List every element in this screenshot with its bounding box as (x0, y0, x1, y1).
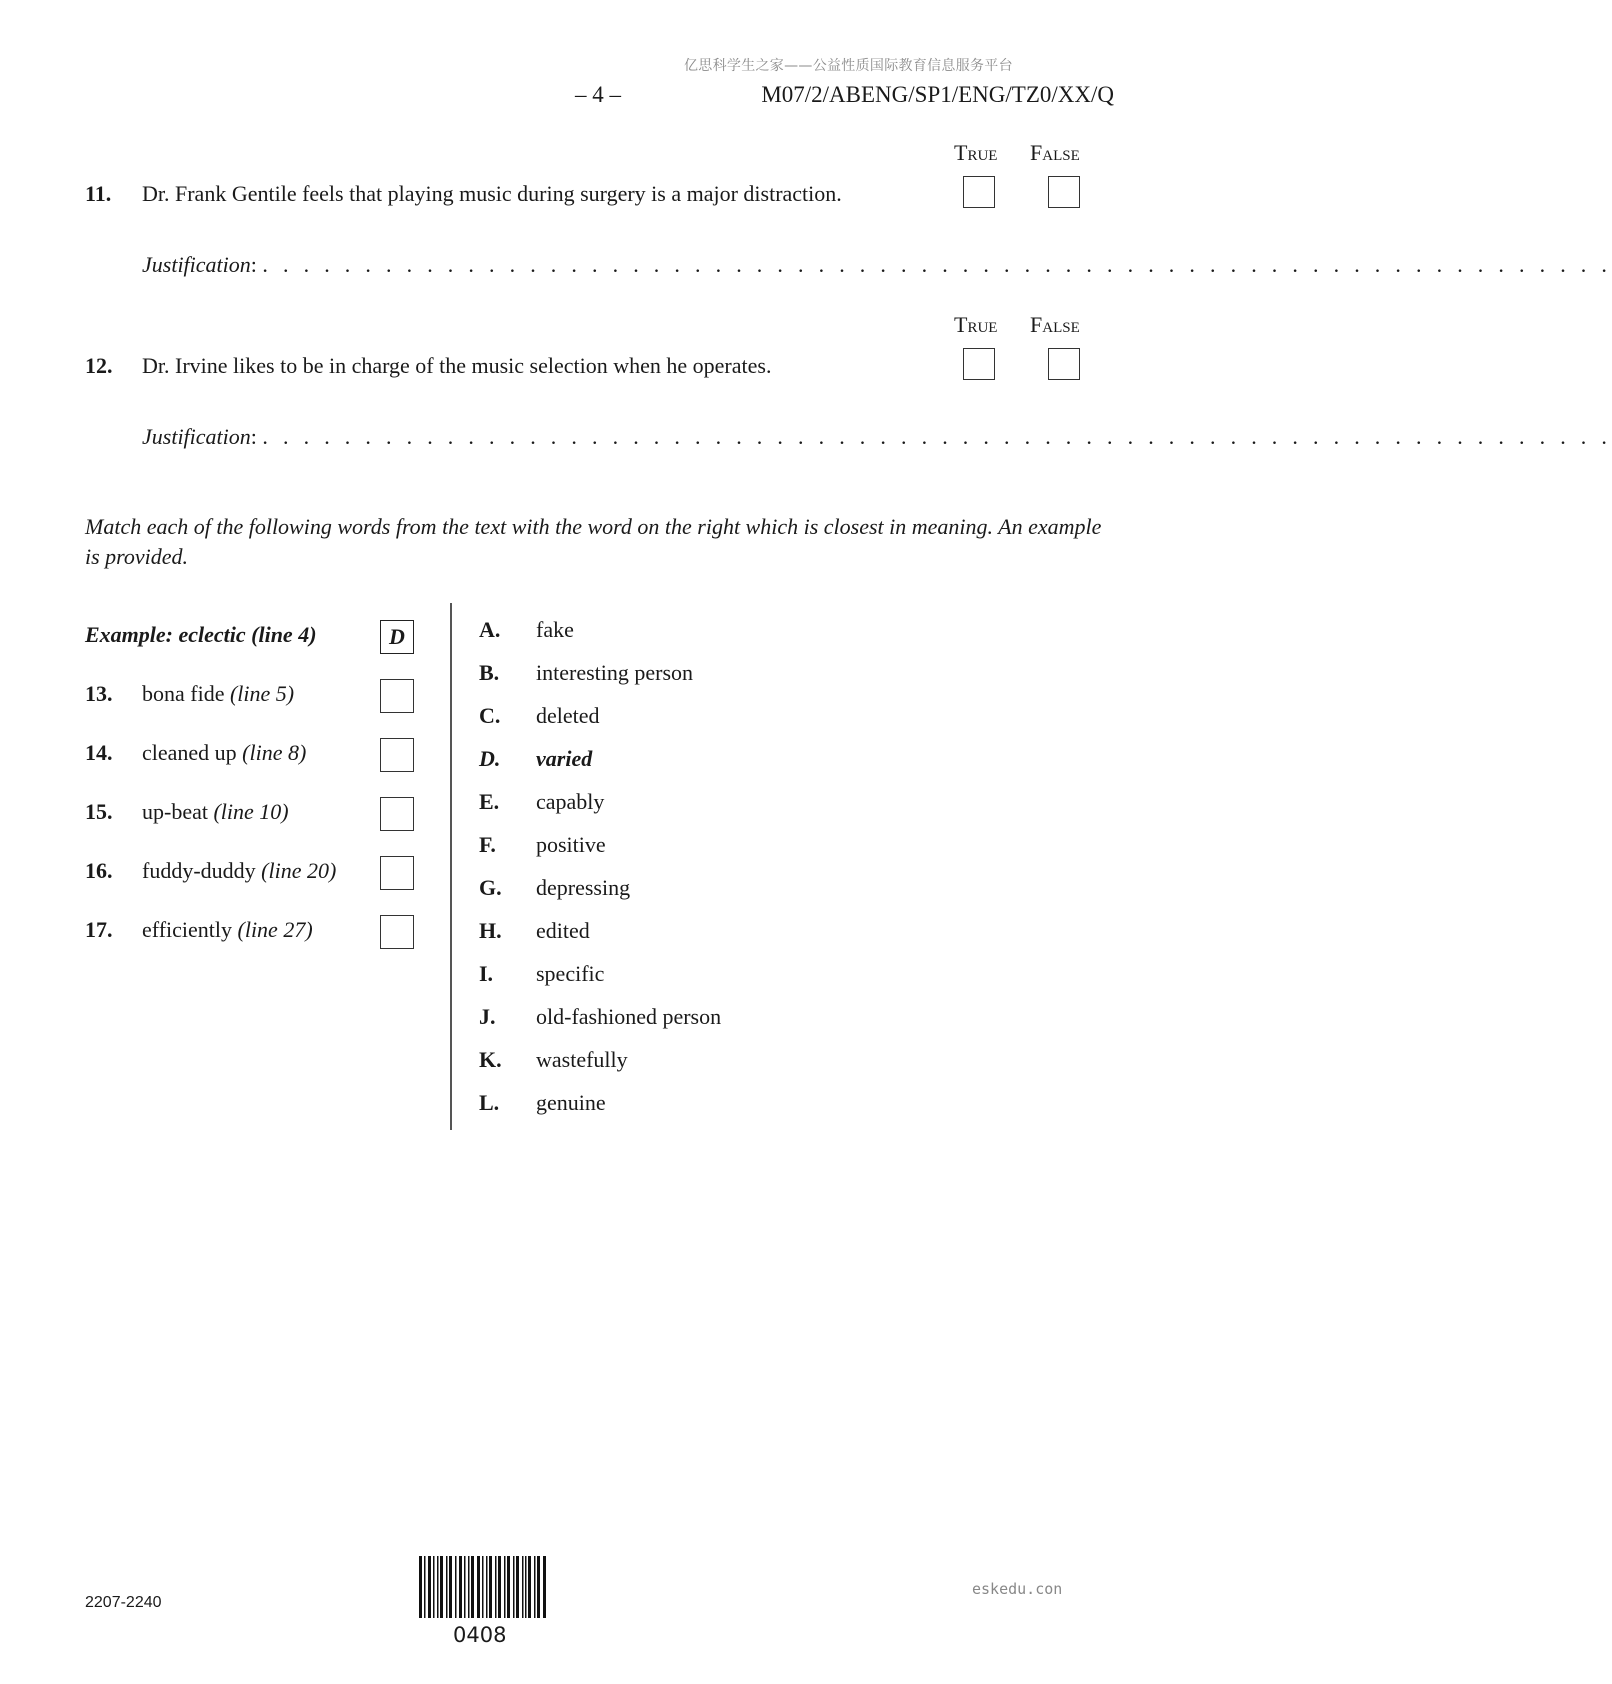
example-label: Example: eclectic (line 4) (85, 622, 317, 647)
option-letter: B. (479, 660, 500, 685)
justification-answer-line[interactable]: . . . . . . . . . . . . . . . . . . . . . . . . . . . . . . . . . . . . . . . . . . . . . . . . . . . . . . . . . . . . . . . . . . (262, 252, 1612, 277)
watermark-text: 亿思科学生之家——公益性质国际教育信息服务平台 (684, 58, 1013, 74)
item-line-ref: (line 10) (213, 799, 289, 824)
barcode-image (419, 1556, 547, 1618)
option-text: wastefully (536, 1047, 628, 1072)
option-letter: F. (479, 832, 496, 857)
q16-answer-box[interactable] (380, 856, 414, 890)
item-word-text: fuddy-duddy (142, 858, 256, 883)
document-code: 2207-2240 (85, 1594, 162, 1611)
option-text: deleted (536, 703, 600, 728)
option-text: interesting person (536, 660, 694, 685)
justification-label: Justification (142, 424, 251, 449)
option-letter: K. (479, 1047, 502, 1072)
column-divider (450, 603, 452, 1130)
true-label-q12: True (954, 312, 998, 337)
item-number: 13. (85, 681, 113, 706)
q12-false-checkbox[interactable] (1048, 348, 1080, 380)
item-line-ref: (line 5) (229, 681, 295, 706)
example-answer-box: D (380, 620, 414, 654)
justification-label: Justification (142, 252, 251, 277)
option-letter: G. (479, 875, 502, 900)
question-number: 11. (85, 181, 112, 206)
paper-code: M07/2/ABENG/SP1/ENG/TZ0/XX/Q (761, 82, 1114, 107)
item-number: 14. (85, 740, 113, 765)
q13-answer-box[interactable] (380, 679, 414, 713)
option-letter: L. (479, 1090, 500, 1115)
item-word (142, 917, 313, 943)
q11-false-checkbox[interactable] (1048, 176, 1080, 208)
item-number: 17. (85, 917, 113, 942)
item-number: 16. (85, 858, 113, 883)
option-letter: E. (479, 789, 500, 814)
item-word-text: up-beat (142, 799, 208, 824)
true-label-q11: True (954, 140, 998, 165)
q15-answer-box[interactable] (380, 797, 414, 831)
option-letter: C. (479, 703, 501, 728)
option-text: specific (536, 961, 605, 986)
option-text: old-fashioned person (536, 1004, 722, 1029)
item-word (142, 740, 306, 766)
option-letter: J. (479, 1004, 496, 1029)
question-number: 12. (85, 353, 113, 378)
option-letter: D. (479, 746, 501, 771)
matching-instruction: Match each of the following words from the text with the word on the right which is closest in meaning. An example is provided. (85, 514, 1102, 569)
q14-answer-box[interactable] (380, 738, 414, 772)
option-text: fake (536, 617, 574, 642)
option-letter: I. (479, 961, 494, 986)
item-word-text: cleaned up (142, 740, 237, 765)
false-label-q11: False (1030, 140, 1080, 165)
false-label-q12: False (1030, 312, 1080, 337)
option-text: depressing (536, 875, 631, 900)
site-watermark: eskedu.con (972, 1580, 1063, 1598)
q11-true-checkbox[interactable] (963, 176, 995, 208)
option-letter: A. (479, 617, 501, 642)
page-number: – 4 – (575, 82, 621, 107)
option-text: varied (536, 746, 593, 771)
item-word (142, 858, 336, 884)
question-text: Dr. Frank Gentile feels that playing music during surgery is a major distraction. (142, 181, 842, 206)
option-text: genuine (536, 1090, 606, 1115)
option-text: positive (536, 832, 606, 857)
q17-answer-box[interactable] (380, 915, 414, 949)
q12-true-checkbox[interactable] (963, 348, 995, 380)
item-word-text: efficiently (142, 917, 232, 942)
item-word (142, 799, 289, 825)
item-line-ref: (line 20) (261, 858, 337, 883)
option-text: capably (536, 789, 605, 814)
item-line-ref: (line 8) (242, 740, 307, 765)
option-letter: H. (479, 918, 502, 943)
item-line-ref: (line 27) (237, 917, 313, 942)
q11-justification: Justification: . . . . . . . . . . . . . . . . . . . . . . . . . . . . . . . . . . . . . . . . . . . . . . . . . . . . . . . . . . . . . . . . . . (142, 252, 1612, 277)
q12-justification: Justification: . . . . . . . . . . . . . . . . . . . . . . . . . . . . . . . . . . . . . . . . . . . . . . . . . . . . . . . . . . . . . . . . . . (142, 424, 1612, 449)
option-text: edited (536, 918, 590, 943)
item-word (142, 681, 294, 707)
item-number: 15. (85, 799, 113, 824)
item-word-text: bona fide (142, 681, 225, 706)
question-text: Dr. Irvine likes to be in charge of the music selection when he operates. (142, 353, 772, 378)
barcode-number: 0408 (453, 1623, 507, 1647)
justification-answer-line[interactable]: . . . . . . . . . . . . . . . . . . . . . . . . . . . . . . . . . . . . . . . . . . . . . . . . . . . . . . . . . . . . . . . . . . (262, 424, 1612, 449)
